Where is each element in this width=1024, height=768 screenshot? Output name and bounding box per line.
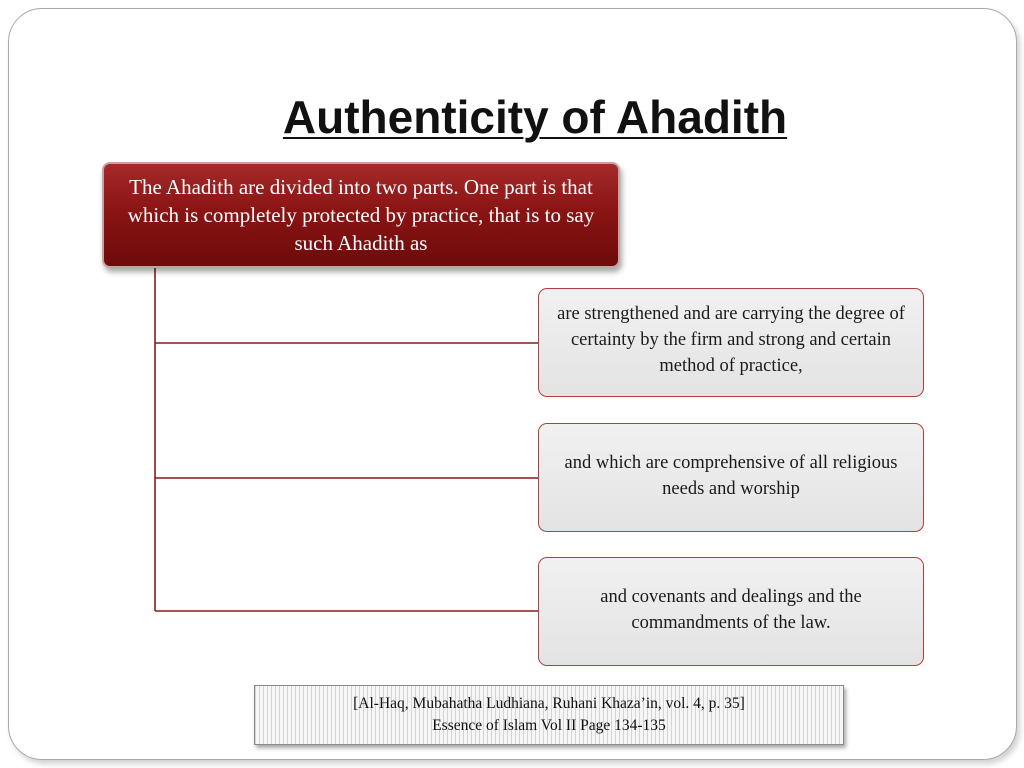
citation-box [254,685,844,745]
child-node-2-text: and which are comprehensive of all religious needs and worship [564,453,898,499]
slide-title: Authenticity of Ahadith [282,91,788,143]
citation-source: Essence of Islam Vol II Page 134-135 [432,717,666,734]
root-node-text: The Ahadith are divided into two parts. One part is that which is completely protected by practice, that is to say such Ahadith as [127,175,595,255]
citation-reference: [Al-Haq, Mubahatha Ludhiana, Ruhani Khaza’in, vol. 4, p. 35] [353,695,745,712]
child-node-3 [538,557,924,666]
child-node-1 [538,288,924,397]
child-node-3-text: and covenants and dealings and the commandments of the law. [600,587,862,633]
root-node [102,162,620,268]
child-node-1-text: are strengthened and are carrying the degree of certainty by the firm and strong and certain method of practice, [557,304,905,376]
child-node-2 [538,423,924,532]
